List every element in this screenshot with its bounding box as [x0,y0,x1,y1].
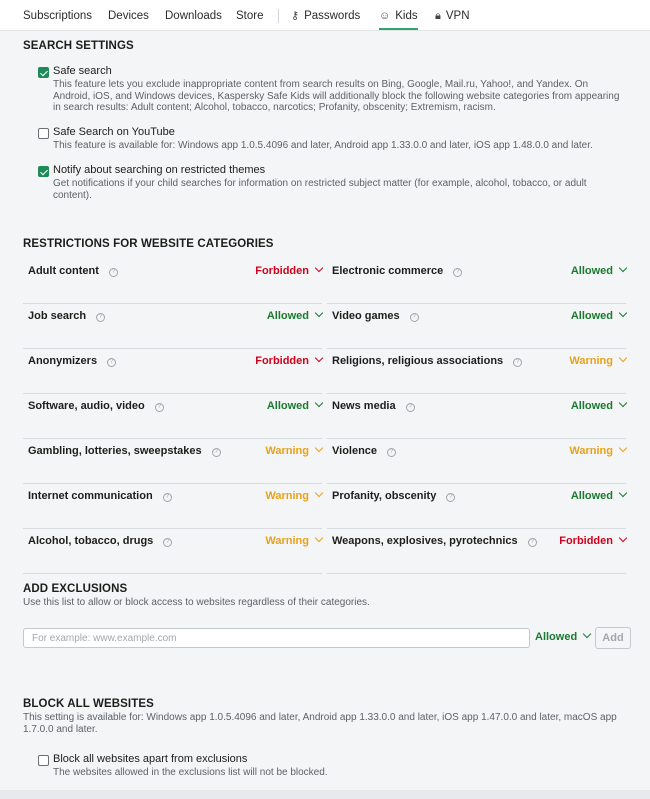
category-row [327,349,626,394]
help-icon[interactable]: ? [410,313,419,322]
chevron-down-icon [315,264,323,272]
help-icon[interactable]: ? [155,403,164,412]
category-status-label: Warning [265,490,309,502]
chevron-down-icon [315,489,323,497]
category-row [23,439,322,484]
help-icon[interactable]: ? [109,268,118,277]
chevron-down-icon [315,354,323,362]
category-name [332,535,537,547]
category-name [332,490,455,502]
category-status-label: Allowed [266,310,309,322]
nav-devices[interactable]: Devices [108,10,149,22]
category-name [28,490,172,502]
category-status-dropdown[interactable] [571,400,626,412]
category-status-label: Allowed [570,310,613,322]
category-name [332,355,522,367]
block-all-title: BLOCK ALL WEBSITES [23,698,154,710]
category-row [327,394,626,439]
category-status-dropdown[interactable] [267,310,322,322]
category-label: Gambling, lotteries, sweepstakes [28,445,202,457]
chevron-down-icon [315,399,323,407]
category-status-label: Allowed [570,265,613,277]
block-all-option-description: The websites allowed in the exclusions list will not be blocked. [53,767,328,778]
category-row [23,259,322,304]
category-name [28,400,164,412]
nav-store[interactable]: Store [236,10,264,22]
notify-restricted-description: Get notifications if your child searches for information on restricted subject matter (for example, alcohol, tobacco, or adult content). [53,178,587,201]
category-row [23,304,322,349]
category-label: Religions, religious associations [332,355,504,367]
category-label: Profanity, obscenity [332,490,437,502]
category-label: Weapons, explosives, pyrotechnics [332,535,518,547]
safe-search-checkbox[interactable] [38,67,49,78]
chevron-down-icon [315,444,323,452]
category-status-label: Forbidden [559,535,613,547]
category-row [327,439,626,484]
category-name [28,445,221,457]
youtube-safe-search-description: This feature is available for: Windows app 1.0.5.4096 and later, Android app 1.33.0.0 and later, iOS app 1.48.0.0 and later. [53,140,593,151]
safe-search-description: This feature lets you exclude inappropriate content from search results on Bing, Google, Mail.ru, Yahoo!, and Yandex. On Android, iOS, and Windows devices, Kaspersky Safe Kids will additionally block the following website categories from appearing in search results: Adult content; Alcohol, tobacco, narcotics; Profanity, obscenity; Extremism, racism. [53,79,620,113]
youtube-safe-search-checkbox[interactable] [38,128,49,139]
chevron-down-icon [619,444,627,452]
category-label: Violence [332,445,378,457]
category-label: Video games [332,310,400,322]
categories-title: RESTRICTIONS FOR WEBSITE CATEGORIES [23,238,274,250]
category-status-dropdown[interactable] [571,265,626,277]
exclusions-title: ADD EXCLUSIONS [23,583,128,595]
notify-restricted-checkbox[interactable] [38,166,49,177]
category-status-dropdown[interactable] [559,535,626,547]
help-icon[interactable]: ? [528,538,537,547]
category-status-label: Forbidden [255,355,309,367]
category-status-dropdown[interactable] [569,445,626,457]
category-status-dropdown[interactable] [265,535,322,547]
nav-downloads[interactable]: Downloads [165,10,222,22]
lock-icon: 🔒︎ [435,10,441,22]
category-row [23,394,322,439]
add-exclusion-button[interactable]: Add [595,627,631,649]
chevron-down-icon [583,630,591,638]
chevron-down-icon [619,264,627,272]
help-icon[interactable]: ? [513,358,522,367]
chevron-down-icon [619,309,627,317]
category-status-dropdown[interactable] [265,445,322,457]
key-icon: ⚷ [291,10,300,22]
help-icon[interactable]: ? [107,358,116,367]
category-status-label: Allowed [570,400,613,412]
category-name [28,535,172,547]
category-row [23,484,322,529]
help-icon[interactable]: ? [96,313,105,322]
category-label: Job search [28,310,87,322]
category-row [327,304,626,349]
block-all-description: This setting is available for: Windows app 1.0.5.4096 and later, Android app 1.33.0.0 and later, iOS app 1.47.0.0 and later, macOS app 1.7.0.0 and later. [23,712,617,735]
help-icon[interactable]: ? [163,538,172,547]
category-status-dropdown[interactable] [255,355,322,367]
chevron-down-icon [619,489,627,497]
category-status-dropdown[interactable] [265,490,322,502]
category-status-dropdown[interactable] [571,490,626,502]
category-status-label: Allowed [570,490,613,502]
category-name [332,400,415,412]
nav-passwords[interactable]: ⚷ Passwords [291,0,360,30]
category-row [327,484,626,529]
block-all-label[interactable]: Block all websites apart from exclusions [53,753,248,765]
nav-divider [278,9,279,23]
category-status-dropdown[interactable] [267,400,322,412]
category-name [332,310,419,322]
help-icon[interactable]: ? [406,403,415,412]
category-name [28,310,105,322]
category-status-dropdown[interactable] [571,310,626,322]
exclusions-description: Use this list to allow or block access to websites regardless of their categories. [23,597,370,608]
nav-subscriptions[interactable]: Subscriptions [23,10,93,22]
category-label: Anonymizers [28,355,98,367]
top-navigation [0,0,650,31]
category-status-label: Warning [569,355,613,367]
chevron-down-icon [619,399,627,407]
bottom-strip [0,790,650,799]
category-row [23,349,322,394]
notify-restricted-label[interactable]: Notify about searching on restricted themes [53,164,266,176]
category-status-label: Allowed [266,400,309,412]
chevron-down-icon [315,534,323,542]
category-status-label: Warning [569,445,613,457]
category-label: Internet communication [28,490,153,502]
category-label: Electronic commerce [332,265,444,277]
help-icon[interactable]: ? [387,448,396,457]
safe-search-label[interactable]: Safe search [53,65,112,77]
category-label: News media [332,400,396,412]
category-status-label: Warning [265,535,309,547]
help-icon[interactable]: ? [163,493,172,502]
youtube-safe-search-label[interactable]: Safe Search on YouTube [53,126,175,138]
help-icon[interactable]: ? [212,448,221,457]
category-status-label: Warning [265,445,309,457]
exclusion-url-input[interactable] [23,628,530,648]
category-row [327,529,626,574]
nav-kids[interactable]: ☺ Kids [379,0,418,30]
category-label: Alcohol, tobacco, drugs [28,535,154,547]
category-name [28,265,118,277]
nav-vpn[interactable]: 🔒︎ VPN [435,0,470,30]
help-icon[interactable]: ? [453,268,462,277]
category-name [28,355,116,367]
category-row [23,529,322,574]
chevron-down-icon [315,309,323,317]
category-name [332,445,396,457]
search-settings-title: SEARCH SETTINGS [23,40,134,52]
category-status-dropdown[interactable] [569,355,626,367]
category-status-label: Forbidden [255,265,309,277]
category-label: Adult content [28,265,99,277]
category-row [327,259,626,304]
chevron-down-icon [619,534,627,542]
help-icon[interactable]: ? [446,493,455,502]
category-label: Software, audio, video [28,400,145,412]
chevron-down-icon [619,354,627,362]
category-name [332,265,462,277]
block-all-checkbox[interactable] [38,755,49,766]
kids-icon: ☺ [379,10,391,22]
category-status-dropdown[interactable] [255,265,322,277]
exclusion-status-dropdown[interactable]: Allowed [535,631,590,643]
